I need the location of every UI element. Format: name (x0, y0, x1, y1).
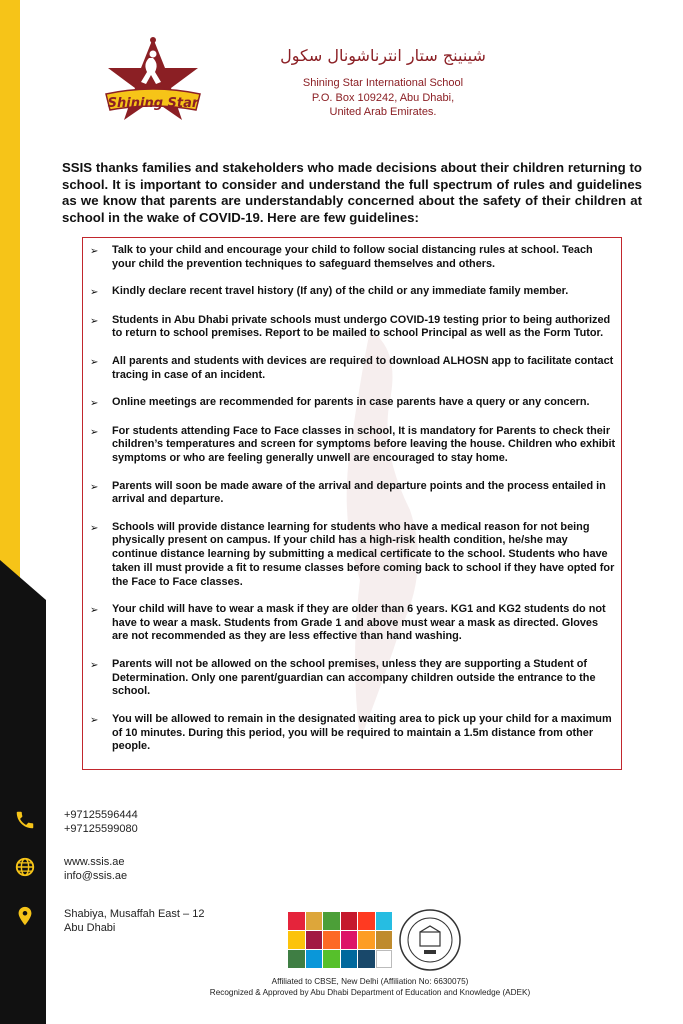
phone-1[interactable]: +97125596444 (64, 809, 138, 821)
address-line-1: P.O. Box 109242, Abu Dhabi, (311, 91, 455, 104)
school-address-block (278, 76, 488, 120)
guideline-item (90, 713, 616, 754)
arrow-bullet-icon: ➢ (90, 522, 99, 534)
phone-icon (14, 808, 36, 832)
sdg-tile (288, 912, 305, 930)
address-contact (64, 907, 204, 935)
phone-2[interactable]: +97125599080 (64, 823, 138, 835)
guideline-item (90, 603, 616, 644)
guideline-item (90, 658, 616, 699)
sdg-tile (358, 950, 375, 968)
school-name: Shining Star International School (302, 77, 464, 89)
guideline-text: Talk to your child and encourage your child to follow social distancing rules at school. Teach your child the prevention techniques to safeguard themselves and others. (112, 244, 593, 270)
guideline-text: Students in Abu Dhabi private schools must undergo COVID-19 testing prior to being authorized to return to school premises. Report to be mailed to school Principal as well as the Form Tutor. (112, 313, 611, 340)
arrow-bullet-icon: ➢ (90, 287, 99, 299)
phone-numbers (64, 808, 138, 836)
sdg-tile (323, 931, 340, 949)
arrow-bullet-icon: ➢ (90, 315, 99, 327)
decorative-band-yellow (0, 0, 20, 600)
guideline-item (90, 521, 616, 590)
guideline-item (90, 425, 616, 466)
sdg-tile (358, 912, 375, 930)
address-line-2: United Arab Emirates. (329, 106, 437, 118)
affiliation-text (190, 976, 550, 998)
sdg-tile (358, 931, 375, 949)
guideline-item (90, 396, 616, 411)
website-link[interactable]: www.ssis.ae (64, 856, 125, 868)
address-line-street: Shabiya, Musaffah East – 12 (64, 908, 205, 920)
sdg-tile (376, 931, 393, 949)
guideline-text: Parents will not be allowed on the school premises, unless they are supporting a Student of Determination. Only one parent/guardian can accompany children outside the entrance to the school. (112, 657, 596, 698)
guideline-text: Your child will have to wear a mask if they are older than 6 years. KG1 and KG2 students do not have to wear a mask. Students from Grade 1 and above must wear a mask as directed. Gloves are not recommended as they are less effective than hand washing. (112, 603, 606, 643)
cbse-seal (398, 908, 462, 972)
address-line-city: Abu Dhabi (64, 922, 116, 934)
sdg-tile (376, 950, 393, 968)
guideline-text: For students attending Face to Face classes in school, It is mandatory for Parents to check their children’s temperatures and screen for symptoms before leaving the house. Children who exhibit symptoms or who are feeling generally unwell are encouraged to stay home. (112, 424, 616, 465)
arrow-bullet-icon: ➢ (90, 714, 99, 726)
affiliation-adek: Recognized & Approved by Abu Dhabi Department of Education and Knowledge (ADEK) (209, 988, 531, 997)
guideline-text: Online meetings are recommended for parents in case parents have a query or any concern. (112, 396, 590, 409)
sdg-tile (323, 912, 340, 930)
arrow-bullet-icon: ➢ (90, 398, 99, 410)
guideline-item (90, 355, 616, 382)
decorative-band-black-slant (0, 560, 46, 600)
arrow-bullet-icon: ➢ (90, 426, 99, 438)
sdg-tile (341, 950, 358, 968)
sdg-tile (306, 912, 323, 930)
web-contacts (64, 855, 127, 883)
sdg-goals-logo (288, 912, 392, 968)
guideline-item (90, 480, 616, 507)
guideline-item (90, 285, 616, 300)
globe-icon (14, 855, 36, 879)
sdg-tile (376, 912, 393, 930)
guideline-text: You will be allowed to remain in the designated waiting area to pick up your child for a maximum of 10 minutes. During this period, you will be required to maintain a 1.5m distance from other people. (112, 712, 612, 753)
sdg-tile (306, 950, 323, 968)
location-pin-icon (14, 904, 36, 928)
guideline-item (90, 244, 616, 271)
guideline-text: Kindly declare recent travel history (If any) of the child or any immediate family member. (112, 285, 569, 298)
email-link[interactable]: info@ssis.ae (64, 870, 128, 882)
sdg-tile (306, 931, 323, 949)
arrow-bullet-icon: ➢ (90, 356, 99, 368)
guideline-item (90, 314, 616, 341)
sdg-tile (288, 950, 305, 968)
guideline-text: Parents will soon be made aware of the arrival and departure points and the process entailed in arrival and departure. (112, 479, 606, 506)
school-name-arabic: شينينج ستار انترناشونال سكول (280, 46, 486, 65)
guideline-text: All parents and students with devices are required to download ALHOSN app to facilitate contact tracing in case of an incident. (112, 354, 614, 381)
arrow-bullet-icon: ➢ (90, 481, 99, 493)
sdg-tile (341, 912, 358, 930)
arrow-bullet-icon: ➢ (90, 246, 99, 257)
sdg-tile (288, 931, 305, 949)
intro-paragraph: SSIS thanks families and stakeholders who made decisions about their children returning to school. It is important to consider and understand the full spectrum of rules and guidelines as we know that parents are understandably concerned about the safety of their children at school in the wake of COVID-19. Here are few guidelines: (62, 160, 642, 225)
arrow-bullet-icon: ➢ (90, 659, 99, 671)
school-logo (98, 36, 208, 128)
arrow-bullet-icon: ➢ (90, 605, 99, 617)
guidelines-list (90, 244, 616, 768)
sdg-tile (341, 931, 358, 949)
sdg-tile (323, 950, 340, 968)
guideline-text: Schools will provide distance learning for students who have a medical reason for not being physically present on campus. If your child has a high-risk health condition, he/she may continue distance learning by submitting a medical certificate to the school. Students who have taken ill must provide a fit to resume classes before coming back to school if they have opted for the Face to Face classes. (112, 520, 615, 588)
logo-text: Shining Star (107, 96, 199, 111)
affiliation-cbse: Affiliated to CBSE, New Delhi (Affiliation No: 6630075) (271, 977, 469, 986)
